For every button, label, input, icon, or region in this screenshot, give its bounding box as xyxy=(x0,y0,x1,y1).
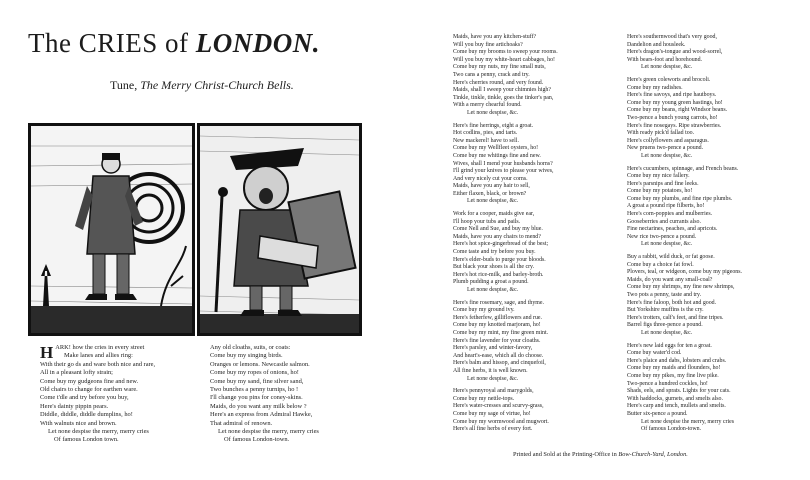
verse-line: Here's water-cresses and scurvy-grass, xyxy=(453,403,544,410)
verse-line: Diddle, diddle, diddle dumplins, ho! xyxy=(40,411,133,419)
verse-line: Wives, shall I mend your husbands horns? xyxy=(453,160,553,167)
verse-line: Here's green coleworts and brocoli. xyxy=(627,76,711,83)
verse-line: Here's pennyroyal and marygolds, xyxy=(453,388,534,395)
verse-line: Shads, eels, and sprats. Lights for your cats. xyxy=(627,388,731,395)
verse-line: Here's parsnips and fine leeks. xyxy=(627,180,699,187)
verse-line: Here's fine savoys, and ripe hautboys. xyxy=(627,92,717,99)
verse-line: Let none despise the merry, merry cries xyxy=(641,418,735,425)
verse-column-right xyxy=(210,344,375,445)
verse-line: Butter six-pence a pound. xyxy=(627,410,688,417)
verse-line: Come buy my sage of virtue, ho! xyxy=(453,410,531,417)
verse-line: With a merry chearful found. xyxy=(453,102,522,109)
woodcut-pedlar xyxy=(28,123,195,336)
verse-line: But Yorkshire muffins is the cry. xyxy=(627,307,704,314)
verse-column-left xyxy=(40,344,190,445)
right-page xyxy=(405,0,810,480)
verse-line: Here's all fine herbs of every fort. xyxy=(453,426,533,433)
verse-line: Let none despise, &c. xyxy=(467,109,519,116)
verse-line: Make lanes and allies ring: xyxy=(64,352,133,360)
verse-line: Fine nectarines, peaches, and apricots. xyxy=(627,226,718,233)
verse-line: Come buy my mint, my fine green mint. xyxy=(453,329,549,336)
verse-line: And very nicely cut your corns. xyxy=(453,175,528,182)
verse-line: Come buy my nettle-tops. xyxy=(453,395,515,402)
tune-line: Tune, The Merry Christ-Church Bells. xyxy=(110,78,294,92)
verse-line: Two-pence a bunch young carrots, ho! xyxy=(627,114,718,121)
verse-line: Here's elder-buds to purge your bloods. xyxy=(453,256,546,263)
verse-line: Buy a rabbit, wild duck, or fat goose. xyxy=(627,254,715,261)
verse-line: Old chairs to change for earthen ware. xyxy=(40,386,138,394)
verse-line: Will you buy fine artichoaks? xyxy=(453,41,523,48)
verse-line: Either flaxen, black, or brown? xyxy=(453,190,527,197)
verse-line: Come buy my potatoes, ho! xyxy=(627,188,693,195)
verse-line: All fine herbs, it is well known. xyxy=(453,367,528,374)
verse-line: New mackerel! have to sell. xyxy=(453,137,519,144)
verse-line: Come buy my young green hastings, ho! xyxy=(627,99,723,106)
verse-line: Come Nell and Sue, and buy my blue. xyxy=(453,226,543,233)
verse-line: Come buy my knotted marjoram, ho! xyxy=(453,322,541,329)
verse-line: Come taste and try before you buy. xyxy=(453,249,536,256)
verse-line: Come buy my gudgeons fine and new. xyxy=(40,377,139,385)
verse-line: Maids, have you any kitchen-stuff? xyxy=(453,34,537,40)
verse-line: Here's cucumbers, spinnage, and French beans. xyxy=(627,165,739,172)
verse-line: I'll hoop your tubs and pails. xyxy=(453,218,521,225)
verse-line: Here's hot rice-milk, and barley-broth. xyxy=(453,271,544,278)
verse-line: Plovers, teal, or widgeon, come buy my pigeons. xyxy=(627,269,743,276)
verse-line: Here's fine herrings, eight a groat. xyxy=(453,122,534,129)
verse-line: Maids, have you any chairs to mend? xyxy=(453,233,541,240)
verse-line: Come buy my plumbs, and fine ripe plumbs. xyxy=(627,195,733,202)
verse-line: Let none despise the merry, merry cries xyxy=(48,428,149,436)
verse-line: Come buy a choice fat fowl. xyxy=(627,261,694,268)
verse-line: With bears-foot and horehound. xyxy=(627,56,703,63)
verse-line: Here's collyflowers and asparagus. xyxy=(627,137,709,144)
verse-line: Of famous London town. xyxy=(54,436,119,444)
verse-line: Come buy my ropes of onions, ho! xyxy=(210,369,299,377)
verse-line: Any old cloaths, suits, or coats: xyxy=(210,344,291,351)
verse-line: Two cans a penny, crack and try. xyxy=(453,71,530,78)
verse-line: Let none despise the merry, merry cries xyxy=(218,428,319,436)
woodcut-crier xyxy=(197,123,362,336)
verse-line: Barrel figs three-pence a pound. xyxy=(627,322,703,329)
drop-cap: H xyxy=(40,343,54,362)
verse-line: Here's carp and tench, mullets and smelts. xyxy=(627,403,726,410)
verse-line: I'll grind your knives to please your wives, xyxy=(453,168,554,175)
verse-line: Here's dainty pippin pears. xyxy=(40,402,109,410)
verse-line: Here's corn-poppies and mulberries. xyxy=(627,211,713,218)
verse-line: Let none despise, &c. xyxy=(467,375,519,382)
verse-line: Here's trotters, calf's feet, and fine tripes. xyxy=(627,314,724,321)
verse-line: New pruens two-pence a pound. xyxy=(627,145,704,152)
verse-line: Let none despise, &c. xyxy=(467,198,519,205)
verse-line: Come buy my Wellfleet oysters, ho! xyxy=(453,145,539,152)
verse-line: With ready pick'd fallad too. xyxy=(627,130,695,137)
verse-line: Here's fine faloop, both hot and good. xyxy=(627,299,717,306)
verse-line: Come buy my radishes. xyxy=(627,84,683,91)
verse-line: Let none despise, &c. xyxy=(641,152,693,159)
verse-line: Here's dragon's-tongue and wood-sorrel, xyxy=(627,49,723,56)
verse-line: Let none despise, &c. xyxy=(641,241,693,248)
verse-column-right-page-1 xyxy=(453,34,633,434)
verse-line: Come buy me whitings fine and new. xyxy=(453,152,541,159)
verse-line: Let none despise, &c. xyxy=(641,329,693,336)
verse-line: I'll change you pins for coney-skins. xyxy=(210,394,303,402)
verse-line: Here's fetherfew, gilliflowers and rue. xyxy=(453,314,543,321)
verse-line: Here's new laid eggs for ten a groat. xyxy=(627,342,712,349)
verse-line: Come buy my wormwood and mugwort. xyxy=(453,418,549,425)
verse-line: Maids, do you want any small-coal? xyxy=(627,276,713,283)
verse-line: Here's cherries round, and very found. xyxy=(453,79,544,86)
verse-line: Let none despise, &c. xyxy=(641,64,693,71)
verse-line: Here's plaice and dabs, lobsters and crabs. xyxy=(627,357,727,364)
verse-line: With walnuts nice and brown. xyxy=(40,419,117,427)
verse-line: That admiral of renown. xyxy=(210,419,273,427)
verse-line: Of famous London-town. xyxy=(641,426,702,433)
verse-line: Come buy water'd cod. xyxy=(627,350,682,357)
verse-line: Come buy my sand, fine silver sand, xyxy=(210,377,304,385)
verse-line: Here's southernwood that's very good, xyxy=(627,34,717,40)
verse-line: Come buy my ground ivy. xyxy=(453,307,515,314)
verse-line: Here's fine rosemary, sage, and thyme. xyxy=(453,299,544,306)
verse-line: Maids, shall I sweep your chimnies high? xyxy=(453,87,551,94)
imprint: Printed and Sold at the Printing-Office in Bow-Church-Yard, London. xyxy=(513,451,688,458)
verse-line: Work for a cooper, maids give ear, xyxy=(453,211,535,218)
verse-line: New rice two-pence a pound. xyxy=(627,233,697,240)
verse-line: All in a pleasant lofty strain; xyxy=(40,369,113,377)
verse-line: With haddocks, gurnets, and smelts also. xyxy=(627,395,723,402)
verse-line: Of famous London-town. xyxy=(224,436,290,444)
verse-line: Dandelion and housleek. xyxy=(627,41,686,48)
verse-line: And heart's-ease, which all do choose. xyxy=(453,352,544,359)
verse-line: Here's an express from Admiral Hawke, xyxy=(210,411,313,419)
page-title: The CRIES of LONDON. xyxy=(28,28,320,58)
verse-line: With their go ds and ware both nice and rare, xyxy=(40,360,156,368)
verse-line: Will you buy my white-heart cabbages, ho! xyxy=(453,56,556,63)
verse-line: Here's fine nosegays. Ripe strawberries. xyxy=(627,122,722,129)
verse-line: Come buy my brooms to sweep your rooms. xyxy=(453,49,558,56)
verse-line: ARK! how the cries in every street xyxy=(55,344,145,351)
verse-line: Hot codlins, pies, and tarts. xyxy=(453,130,518,137)
verse-line: Come t'dle and try before you buy, xyxy=(40,394,129,402)
verse-line: Two bunches a penny turnips, ho ! xyxy=(210,386,299,394)
verse-line: Come buy my singing birds. xyxy=(210,352,283,360)
verse-line: Maids, have you any hair to sell, xyxy=(453,183,530,190)
verse-line: Here's parsley, and winter-favory, xyxy=(453,345,533,352)
verse-line: Here's balm and hissop, and cinquefoil, xyxy=(453,360,546,367)
verse-line: Here's fine lavender for your cloaths. xyxy=(453,337,541,344)
verse-line: But black your shoes is all the cry. xyxy=(453,264,535,271)
verse-line: Come buy my nuts, my fine small nuts, xyxy=(453,64,546,71)
verse-line: Two-pence a hundred cockles, ho! xyxy=(627,380,708,387)
verse-line: A groat a pound ripe filberts, ho! xyxy=(627,203,705,210)
verse-line: Come buy my maids and flounders, ho! xyxy=(627,365,721,372)
verse-line: Two pots a penny, taste and try. xyxy=(627,292,702,298)
verse-line: Come buy my shrimps, my fine new shrimps, xyxy=(627,284,735,291)
verse-line: Plumb pudding a groat a pound. xyxy=(453,279,529,286)
verse-line: Come buy my beans, right Windsor beans. xyxy=(627,107,728,114)
verse-column-right-page-2 xyxy=(627,34,807,434)
verse-line: Here's hot spice-gingerbread of the best; xyxy=(453,241,549,248)
verse-line: Oranges or lemons. Newcastle salmon. xyxy=(210,360,310,368)
verse-line: Maids, do you want any milk below ? xyxy=(210,402,307,410)
verse-line: Let none despise, &c. xyxy=(467,287,519,293)
verse-line: Tinkle, tinkle, tinkle, goes the tinker's pan, xyxy=(453,94,554,101)
verse-line: Come buy my pikes, my fine live pike. xyxy=(627,372,719,379)
verse-line: Come buy my nice fallery. xyxy=(627,173,690,180)
verse-line: Gooseberries and currants also. xyxy=(627,218,701,225)
